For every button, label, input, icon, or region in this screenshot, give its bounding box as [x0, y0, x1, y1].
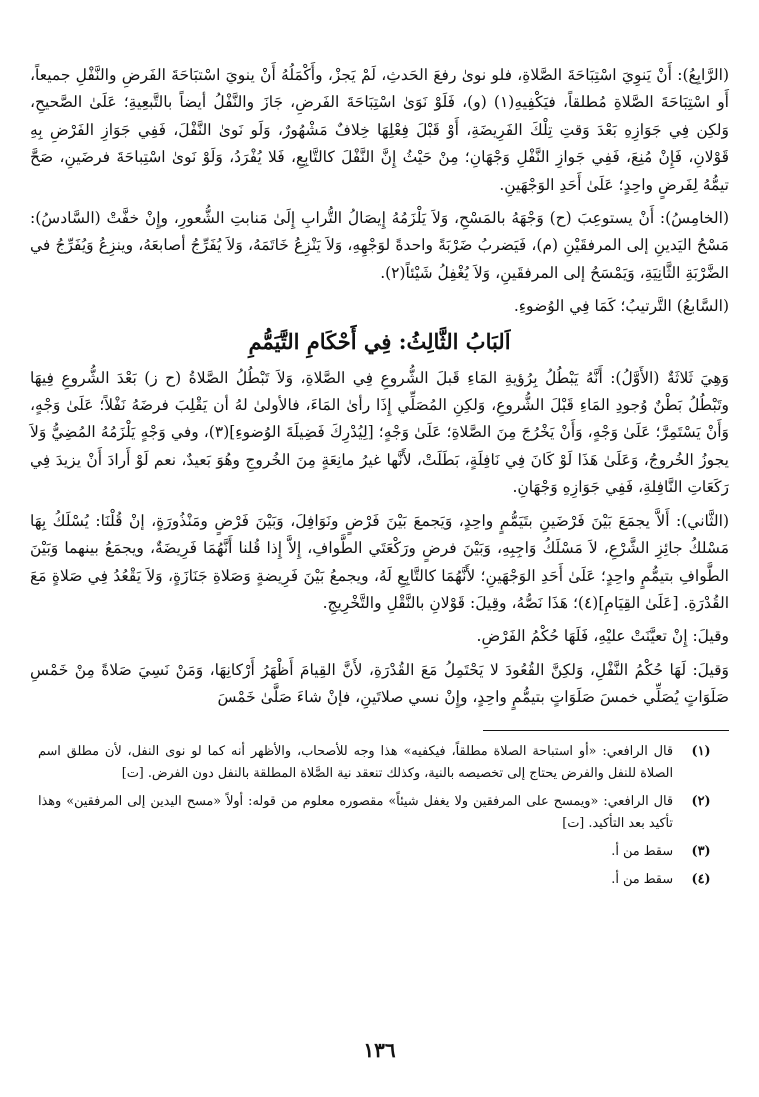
chapter-title: اَلبَابُ الثَّالِثُ: فِي أَحْكَامِ التَّيَمُّمِ — [248, 328, 511, 354]
footnote — [30, 841, 729, 863]
footnote-number: (٣) — [691, 843, 711, 859]
footnote-number: (٢) — [691, 793, 711, 809]
book-page — [30, 62, 729, 1097]
paragraph-seventh-condition: (السَّابعُ) التَّرتيبُ؛ كَمَا فِي الوُضوءِ. — [513, 297, 729, 316]
footnote-text: سقط من أ. — [611, 843, 673, 859]
footnote-text: سقط من أ. — [611, 871, 673, 887]
footnote-number: (١) — [691, 743, 711, 759]
paragraph-fourth-condition: (الرَّابِعُ): أَنْ يَنوِيَ اسْتِبَاحَةَ الصَّلاةِ، فلو نوىٰ رفعَ الحَدثِ، لَمْ يَجزْ، وأَكْمَلُهُ أَنْ ينويَ اسْتبَاحَةَ الفَرضِ والنَّفْلِ جميعاً، أَو اسْتِبَاحَةَ الصَّلاةِ مُطلقاً، فيَكْفِيهِ(١) (و)، فَلَوْ نَوَىٰ اسْتِبَاحَةَ الفَرضِ، جَازَ والنَّفْلُ أيضاً بالتَّبعِيةِ؛ عَلَىٰ الصَّحيحِ، وَلكِن فِي جَوَازِهِ بَعْدَ وَقتِ تِلْكَ الفَرِيضَةِ، أَوْ قَبْلَ فِعْلِهَا خِلافٌ مَشْهُورٌ، وَلَو نَوىٰ النَّفْلَ، فَفِي جَوَازِ الفَرْضِ بِهِ قَوْلانِ، فَإِنْ مُنِعَ، فَفِي جَوازِ النَّفْلِ وَجْهَانِ؛ مِنْ حَيْثُ إِنَّ النَّفْلَ كالتَّابِعِ، فَلا يُفْرَدُ، وَلَوْ نَوىٰ اسْتِباحَةَ فرضَينِ، صَحَّ تيمُّهُ لِفَرضٍ واحِدٍ؛ عَلَىٰ أَحَدِ الوَجْهَينِ. — [30, 66, 729, 194]
footnote-number: (٤) — [691, 871, 711, 887]
footnote — [30, 791, 729, 835]
paragraph-rule-third: وقيلَ: إِنْ تعيَّنَتْ عليْهِ، فَلَهَا حُكْمُ الفَرْضِ. — [476, 627, 729, 646]
paragraph-rule-first: وَهِيَ ثَلاثَةٌ (الأَوَّلُ): أَنَّهُ يَبْطُلُ بِرُؤيةِ المَاءِ قَبلَ الشُّروعِ فِي الصَّلاةِ، وَلاَ تَبْطُلُ الصَّلاةُ (ح ز) بَعْدَ الشُّروعِ فِيهَا وتَبْطُلُ بَطْنٌ وُجودِ المَاءِ قَبْلَ الشُّروعِ، وَلكِنِ المُصَلِّي إِذَا رأىٰ المَاءَ، فالأولىٰ لهُ أن يَقْلِبَ فرضَهُ نَفْلاً؛ عَلَىٰ وَجْهٍ، وَأَنْ يَسْتَمِرَّ؛ عَلَىٰ وَجْهٍ، وَأَنْ يَخْرُجَ مِنَ الصَّلاةِ؛ عَلَىٰ وَجْهٍ؛ [لِيُدْرِكَ فَضِيلَةَ الوُضوءِ](٣)، وفي وَجْهٍ يَلْزَمُهُ المُضِيُّ وَلاَ يجوزُ الخُروجُ، وَعَلَىٰ هَذَا لَوْ كَانَ فِي نَافِلَةٍ، بَطَلَتْ، لأَنَّها غيرُ مانِعَةٍ مِنَ الخُروجِ وهُوَ بَعيدٌ، نعم لَوْ أَرادَ أَنْ يزيدَ فِي رَكَعَاتِ النَّافِلةِ، فَفِي جَوَازِهِ وَجْهَانِ. — [30, 368, 729, 497]
footnote — [30, 741, 729, 785]
paragraph-rule-fourth: وَقيلَ: لَهَا حُكْمُ النَّفْلِ، وَلكِنَّ القُعُودَ لا يَحْتَمِلُ مَعَ القُدْرَةِ، لأَنَّ القِيامَ أَظْهَرُ أَرْكانِهَا، وَمَنْ نَسِيَ صَلاةً مِنْ خَمْسِ صَلَوَاتٍ يُصَلِّي خمسَ صَلَوَاتٍ بتيمُّمٍ واحِدٍ، وإِنْ نسي صلاتَينِ، فإنْ شاءَ صَلَّىٰ خَمْسَ — [30, 660, 729, 707]
footnote-divider — [483, 730, 729, 731]
paragraph-fifth-sixth-condition: (الخامِسُ): أَنْ يستوعِبَ (ح) وَجْهَهُ بالمَسْحِ، وَلاَ يَلْزَمُهُ إِيصَالُ التُّرابِ إِلَىٰ مَنابتِ الشُّعورِ، وإِنْ خفَّتْ (السَّادسُ): مَسْحُ اليَدينِ إلى المرفقَيْنِ (م)، فَيَضربُ ضَرْبَةً واحدةً لوَجْهِهِ، وَلاَ يَنْزِعُ خَاتَمَهُ، وَلاَ يُفَرِّجُ أصابعَهُ، وينزِعُ وَيُفَرِّجُ في الضَّرْبَةِ الثَّانِيَةِ، وَيَمْسَحُ إلى المرفقَينِ، وَلاَ يُغْفِلُ شَيْئاً(٢). — [30, 209, 729, 282]
footnote — [30, 869, 729, 891]
footnote-text: قال الرافعي: «ويمسح على المرفقين ولا يغفل شيئاً» مقصوره معلوم من قوله: أولاً «مسح اليدين إلى المرفقين» وهذا تأكيد بعد التأكيد. [ت] — [38, 793, 673, 831]
footnote-text: قال الرافعي: «أو استباحة الصلاة مطلقاً، فيكفيه» هذا وجه للأصحاب، والأظهر أنه كما لو نوى النفل، لأن مطلق اسم الصلاة للنفل والفرض يحتاج إلى تخصيصه بالنية، وكذلك تنعقد نية الصَّلاة المطلقة بالنفل دون الفرض. [ت] — [38, 743, 673, 781]
paragraph-rule-second: (الثَّاني): أَلاَّ يجمَعَ بَيْنَ فَرْضَينِ بتَيَمُّمٍ واحِدٍ، وَيَجمعَ بَيْنَ فَرْضٍ ونَوَافِلَ، وَبَيْنَ فَرْضٍ ومَنْذُورَةٍ، إنْ قُلْنَا: يُسْلَكُ بِهَا مَسْلكُ جائِزِ الشَّرْعِ، لاَ مَسْلَكُ وَاجِبِهِ، وَبَيْنَ فرضٍ ورَكْعَتَي الطَّوافِ، إِلاَّ إِذا قُلنا أَنَّهُمَا فَرِيضَةٌ، ويجمَعُ بينهما وَبَيْنَ الطَّوافِ بتيمُّمٍ واحِدٍ؛ عَلَىٰ أَحَدِ الوَجْهَينِ؛ لأَنَّهُمَا كالتَّابِعِ لَهُ، ويجمعُ بَيْنَ فَرِيضةٍ وَصَلاةِ جَنَازَةٍ، وَلاَ يَقْعُدُ فِي صَلاةٍ مَعَ القُدْرَةِ. [عَلَىٰ القِيَامِ](٤)؛ هَذَا نَصُّهُ، وقِيلَ: قَوْلانِ بالنَّقْلِ والتَّخْرِيجِ. — [30, 511, 729, 612]
page-number: ١٣٦ — [363, 1038, 396, 1062]
